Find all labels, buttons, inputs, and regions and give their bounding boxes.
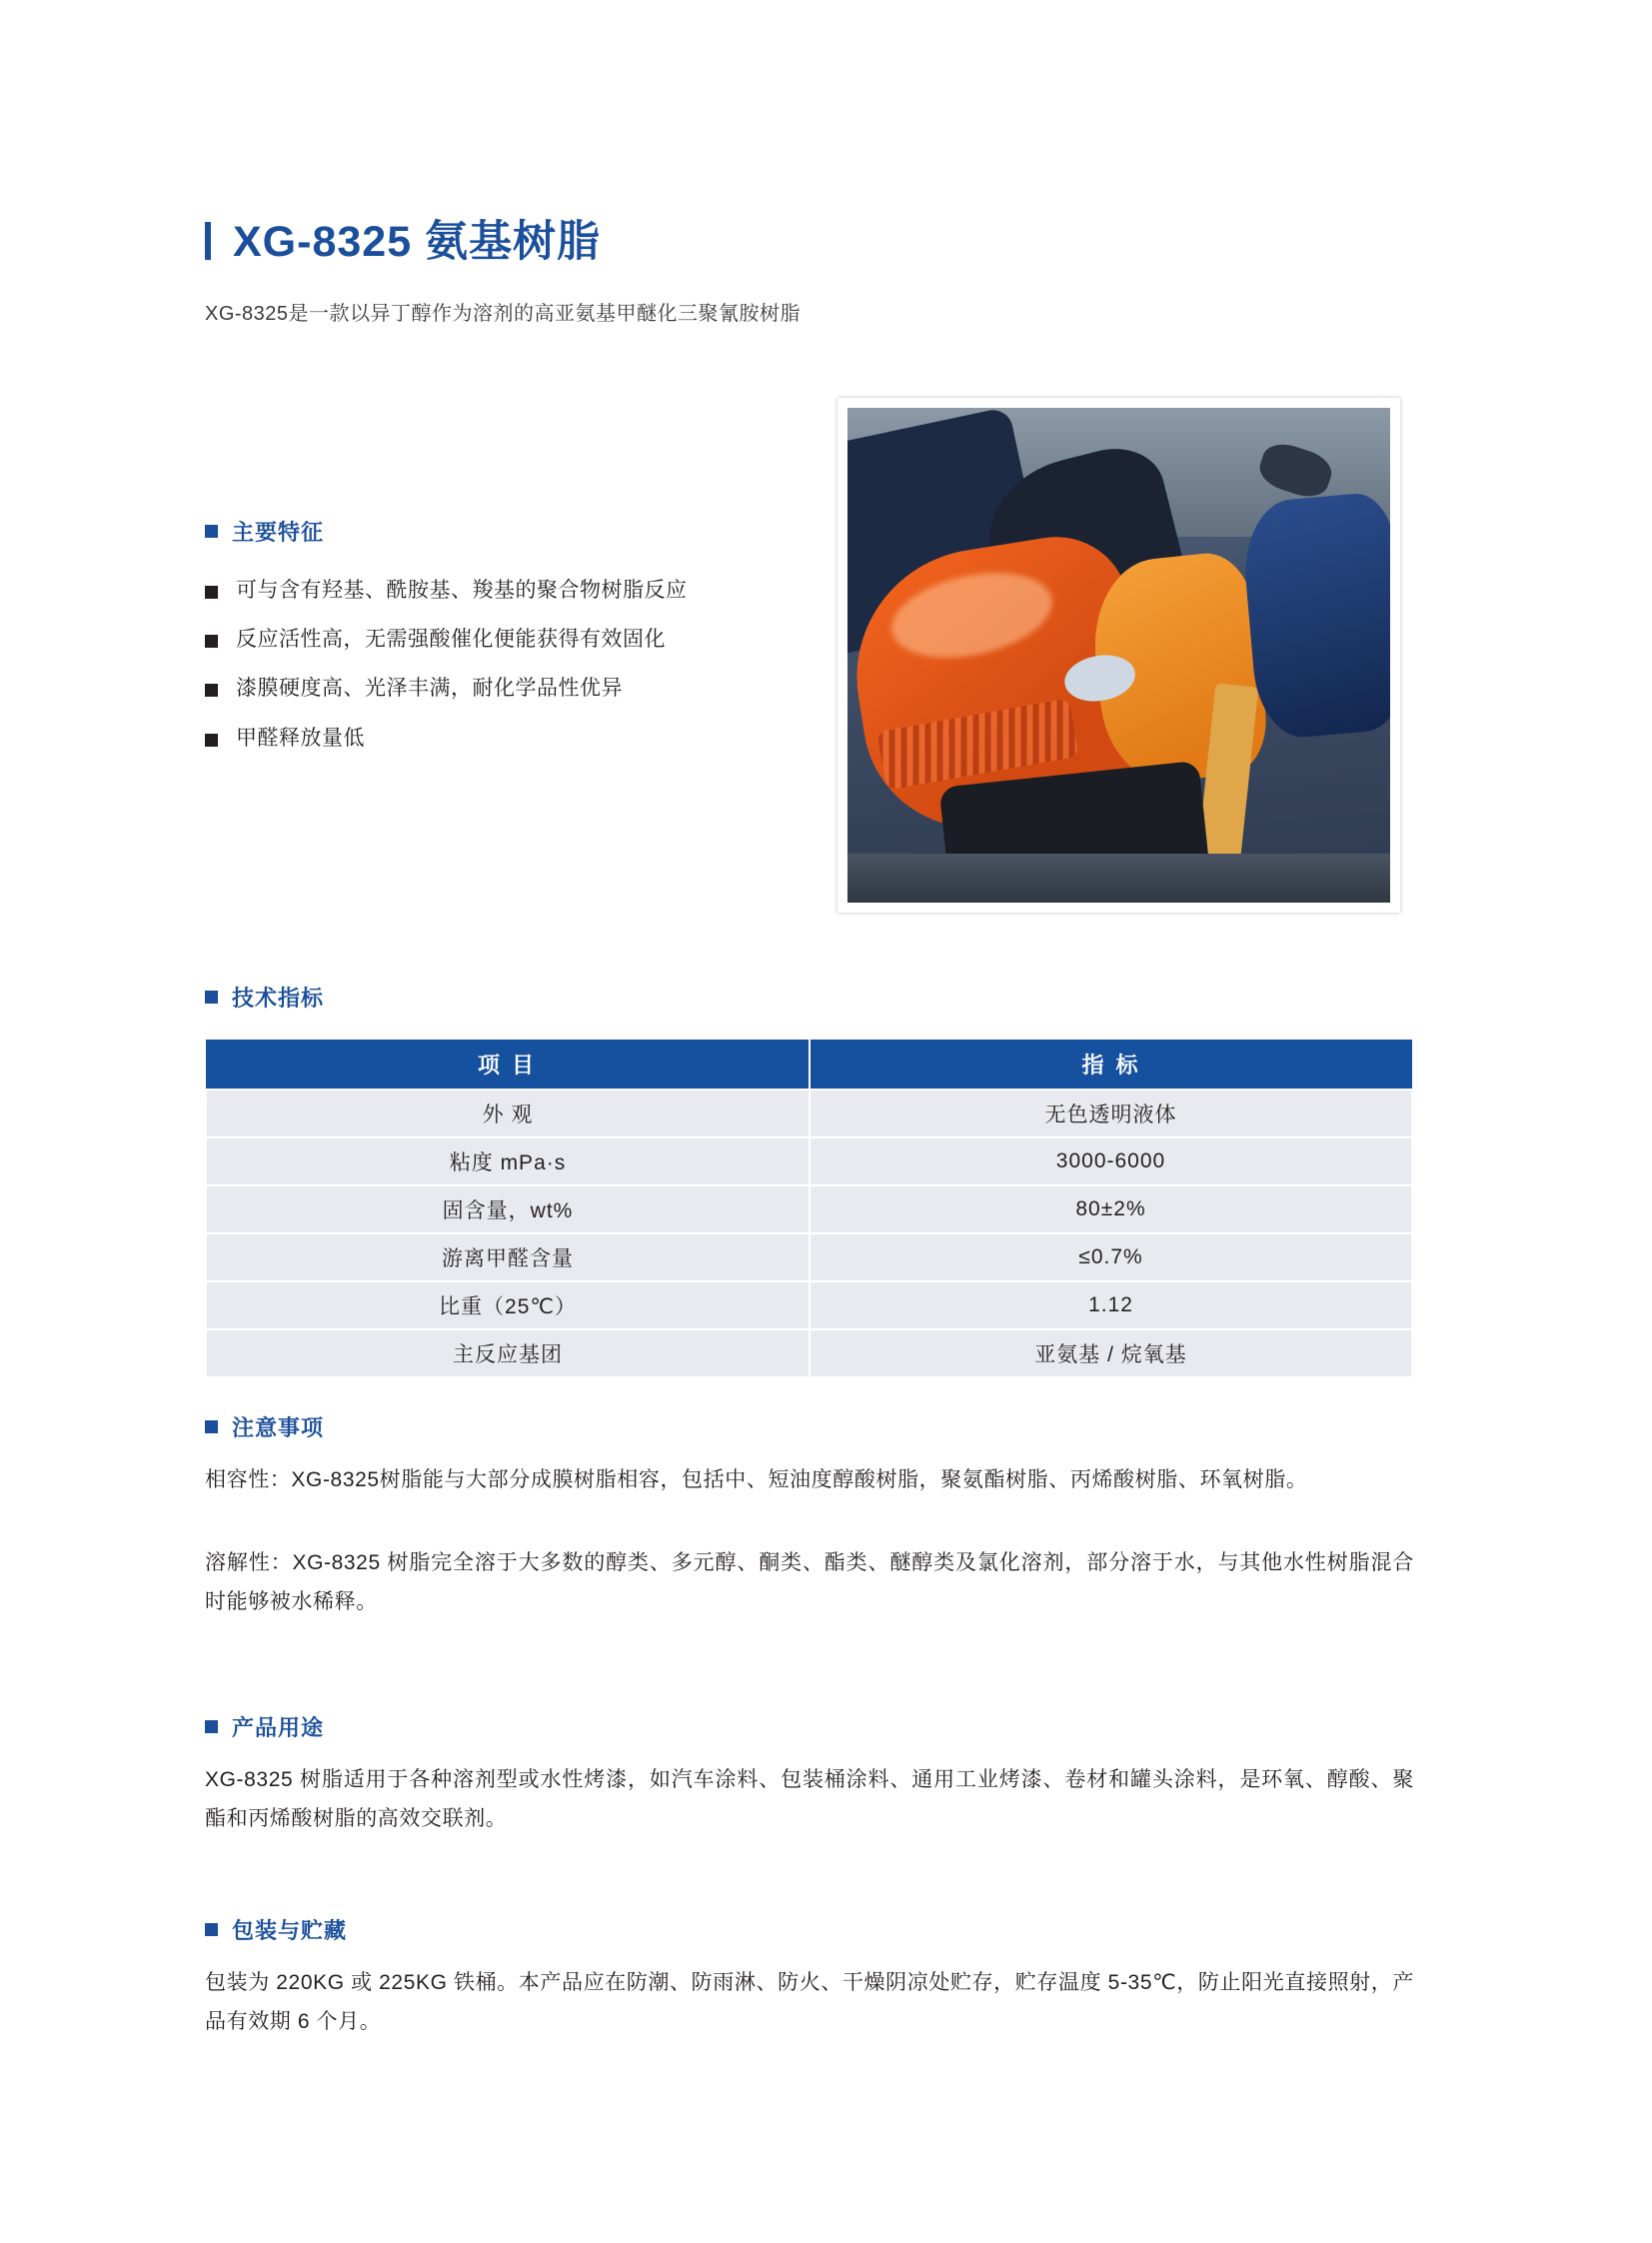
table-cell-item: 比重（25℃） (206, 1281, 810, 1329)
features-list (205, 578, 964, 775)
table-row (206, 1090, 1412, 1137)
table-row (206, 1329, 1412, 1377)
feature-text: 反应活性高，无需强酸催化便能获得有效固化 (236, 628, 666, 652)
table-row (206, 1233, 1412, 1281)
table-cell-item: 外 观 (206, 1090, 810, 1137)
section-title-usage: 产品用途 (232, 1715, 325, 1740)
feature-text: 漆膜硬度高、光泽丰满，耐化学品性优异 (236, 677, 623, 701)
section-title-specs: 技术指标 (232, 986, 325, 1011)
section-heading-usage (205, 1711, 324, 1742)
table-cell-item: 游离甲醛含量 (206, 1233, 810, 1281)
title-accent-bar (205, 222, 211, 260)
list-item (205, 676, 964, 701)
notes-paragraph-solubility: 溶解性：XG-8325 树脂完全溶于大多数的醇类、多元醇、酮类、酯类、醚醇类及氯化溶剂，部分溶于水，与其他水性树脂混合时能够被水稀释。 (205, 1551, 1414, 1613)
section-heading-notes (205, 1411, 324, 1442)
bullet-square-icon (205, 525, 218, 538)
list-item (205, 578, 964, 603)
notes-paragraph-compatibility: 相容性：XG-8325树脂能与大部分成膜树脂相容，包括中、短油度醇酸树脂，聚氨酯树脂、丙烯酸树脂、环氧树脂。 (205, 1468, 1308, 1491)
table-cell-item: 主反应基团 (206, 1329, 810, 1377)
table-cell-value: 1.12 (810, 1281, 1412, 1329)
packaging-paragraph: 包装为 220KG 或 225KG 铁桶。本产品应在防潮、防雨淋、防火、干燥阴凉处贮存，贮存温度 5-35℃，防止阳光直接照射，产品有效期 6 个月。 (205, 1971, 1414, 2033)
bullet-square-icon (205, 991, 218, 1004)
page-title (205, 208, 601, 269)
feature-text: 甲醛释放量低 (236, 726, 365, 750)
section-heading-packaging (205, 1914, 347, 1945)
bullet-square-icon (205, 635, 218, 648)
title-text: XG-8325 氨基树脂 (233, 218, 602, 266)
feature-text: 可与含有羟基、酰胺基、羧基的聚合物树脂反应 (236, 579, 688, 602)
bullet-square-icon (205, 1923, 218, 1936)
table-header-value: 指 标 (810, 1040, 1412, 1090)
bullet-square-icon (205, 1720, 218, 1733)
table-cell-item: 固含量，wt% (206, 1185, 810, 1233)
table-cell-item: 粘度 mPa·s (206, 1137, 810, 1185)
page-subtitle: XG-8325是一款以异丁醇作为溶剂的高亚氨基甲醚化三聚氰胺树脂 (205, 303, 802, 325)
photo-shape-ground (847, 854, 1390, 904)
bullet-square-icon (205, 734, 218, 747)
table-cell-value: 亚氨基 / 烷氧基 (810, 1329, 1412, 1377)
table-cell-value: 无色透明液体 (810, 1090, 1412, 1137)
table-cell-value: ≤0.7% (810, 1233, 1412, 1281)
list-item (205, 726, 964, 751)
section-title-notes: 注意事项 (232, 1415, 325, 1440)
usage-paragraph: XG-8325 树脂适用于各种溶剂型或水性烤漆，如汽车涂料、包装桶涂料、通用工业烤漆、卷材和罐头涂料，是环氧、醇酸、聚酯和丙烯酸树脂的高效交联剂。 (205, 1768, 1414, 1830)
technical-specifications-table (205, 1040, 1413, 1378)
photo-shape-blue-right (1239, 491, 1390, 741)
table-row (206, 1137, 1412, 1185)
table-row (206, 1185, 1412, 1233)
bullet-square-icon (205, 684, 218, 697)
bullet-square-icon (205, 586, 218, 599)
section-heading-specs (205, 982, 324, 1013)
table-row (206, 1281, 1412, 1329)
table-cell-value: 3000-6000 (810, 1137, 1412, 1185)
section-heading-features (205, 516, 324, 547)
table-header-row (206, 1040, 1412, 1090)
section-title-packaging: 包装与贮藏 (232, 1918, 348, 1943)
table-header-item: 项 目 (206, 1040, 810, 1090)
list-item (205, 627, 964, 652)
section-title-features: 主要特征 (232, 520, 325, 545)
bullet-square-icon (205, 1420, 218, 1433)
table-cell-value: 80±2% (810, 1185, 1412, 1233)
